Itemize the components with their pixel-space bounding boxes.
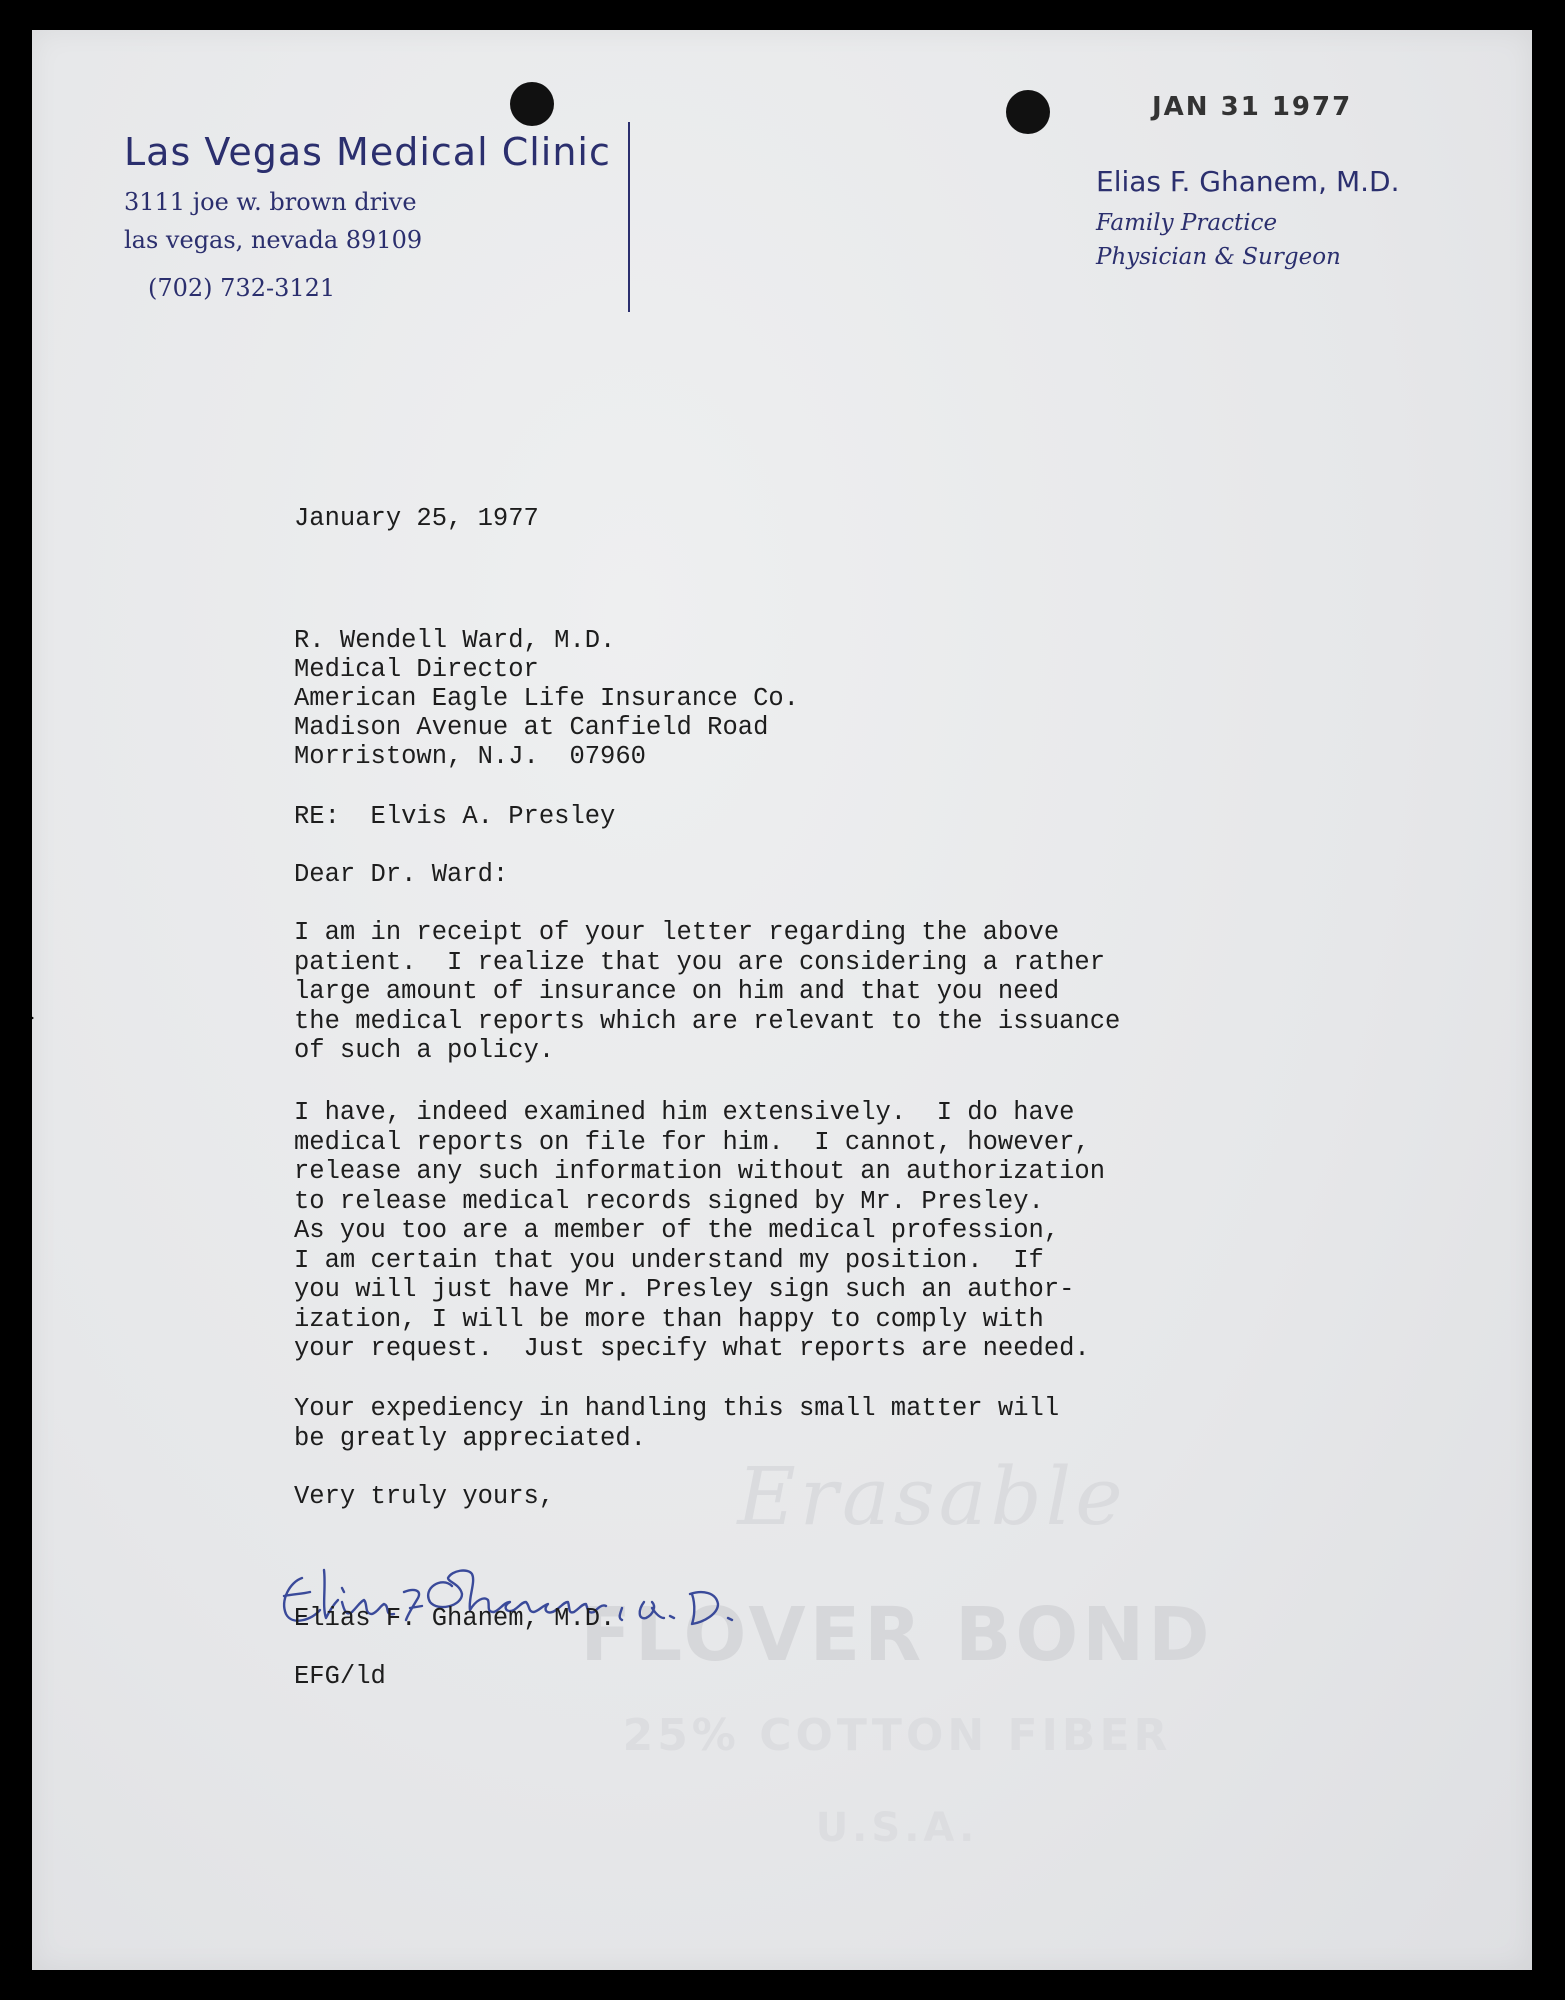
recipient-line: R. Wendell Ward, M.D.	[294, 626, 616, 655]
received-date-stamp: JAN 31 1977	[1152, 92, 1353, 122]
doctor-name: Elias F. Ghanem, M.D.	[1096, 165, 1400, 198]
salutation: Dear Dr. Ward:	[294, 860, 509, 889]
watermark-brand: FLOVER BOND	[580, 1592, 1214, 1678]
doctor-specialty-2: Physician & Surgeon	[1096, 244, 1341, 270]
watermark-fiber: 25% COTTON FIBER	[622, 1710, 1172, 1761]
recipient-line: Morristown, N.J. 07960	[294, 742, 646, 771]
signer-name: Elias F. Ghanem, M.D.	[294, 1604, 616, 1633]
clinic-address-line1: 3111 joe w. brown drive	[124, 188, 417, 216]
letterhead-divider	[628, 122, 630, 312]
punch-hole-right	[1006, 90, 1050, 134]
recipient-line: American Eagle Life Insurance Co.	[294, 684, 799, 713]
paragraph-2: I have, indeed examined him extensively. I do have medical reports on file for him. I cannot, however, release any such information without an authorization to release medical records signed by Mr. Presley. As you too are a member of the medical profession, I am certain that you understand my position. If you will just have Mr. Presley sign such an author- ization, I will be more than happy to comply with your request. Just specify what reports are needed.	[294, 1098, 1106, 1363]
watermark-erasable: Erasable	[737, 1450, 1127, 1543]
letter-page	[32, 30, 1532, 1970]
punch-hole-left	[510, 82, 554, 126]
doctor-specialty-1: Family Practice	[1096, 210, 1278, 236]
watermark-country: U.S.A.	[815, 1805, 979, 1851]
paragraph-1: I am in receipt of your letter regarding the above patient. I realize that you are considering a rather large amount of insurance on him and that you need the medical reports which are relevant to the issuance of such a policy.	[294, 918, 1121, 1065]
reference-initials: EFG/ld	[294, 1662, 386, 1691]
recipient-line: Medical Director	[294, 655, 539, 684]
clinic-phone: (702) 732-3121	[148, 274, 336, 302]
closing: Very truly yours,	[294, 1482, 555, 1511]
subject-line: RE: Elvis A. Presley	[294, 802, 616, 831]
paper-tear	[0, 994, 34, 1042]
recipient-line: Madison Avenue at Canfield Road	[294, 713, 769, 742]
clinic-name: Las Vegas Medical Clinic	[124, 130, 611, 174]
letter-date: January 25, 1977	[294, 504, 539, 533]
clinic-address-line2: las vegas, nevada 89109	[124, 226, 423, 254]
paragraph-3: Your expediency in handling this small matter will be greatly appreciated.	[294, 1394, 1060, 1453]
